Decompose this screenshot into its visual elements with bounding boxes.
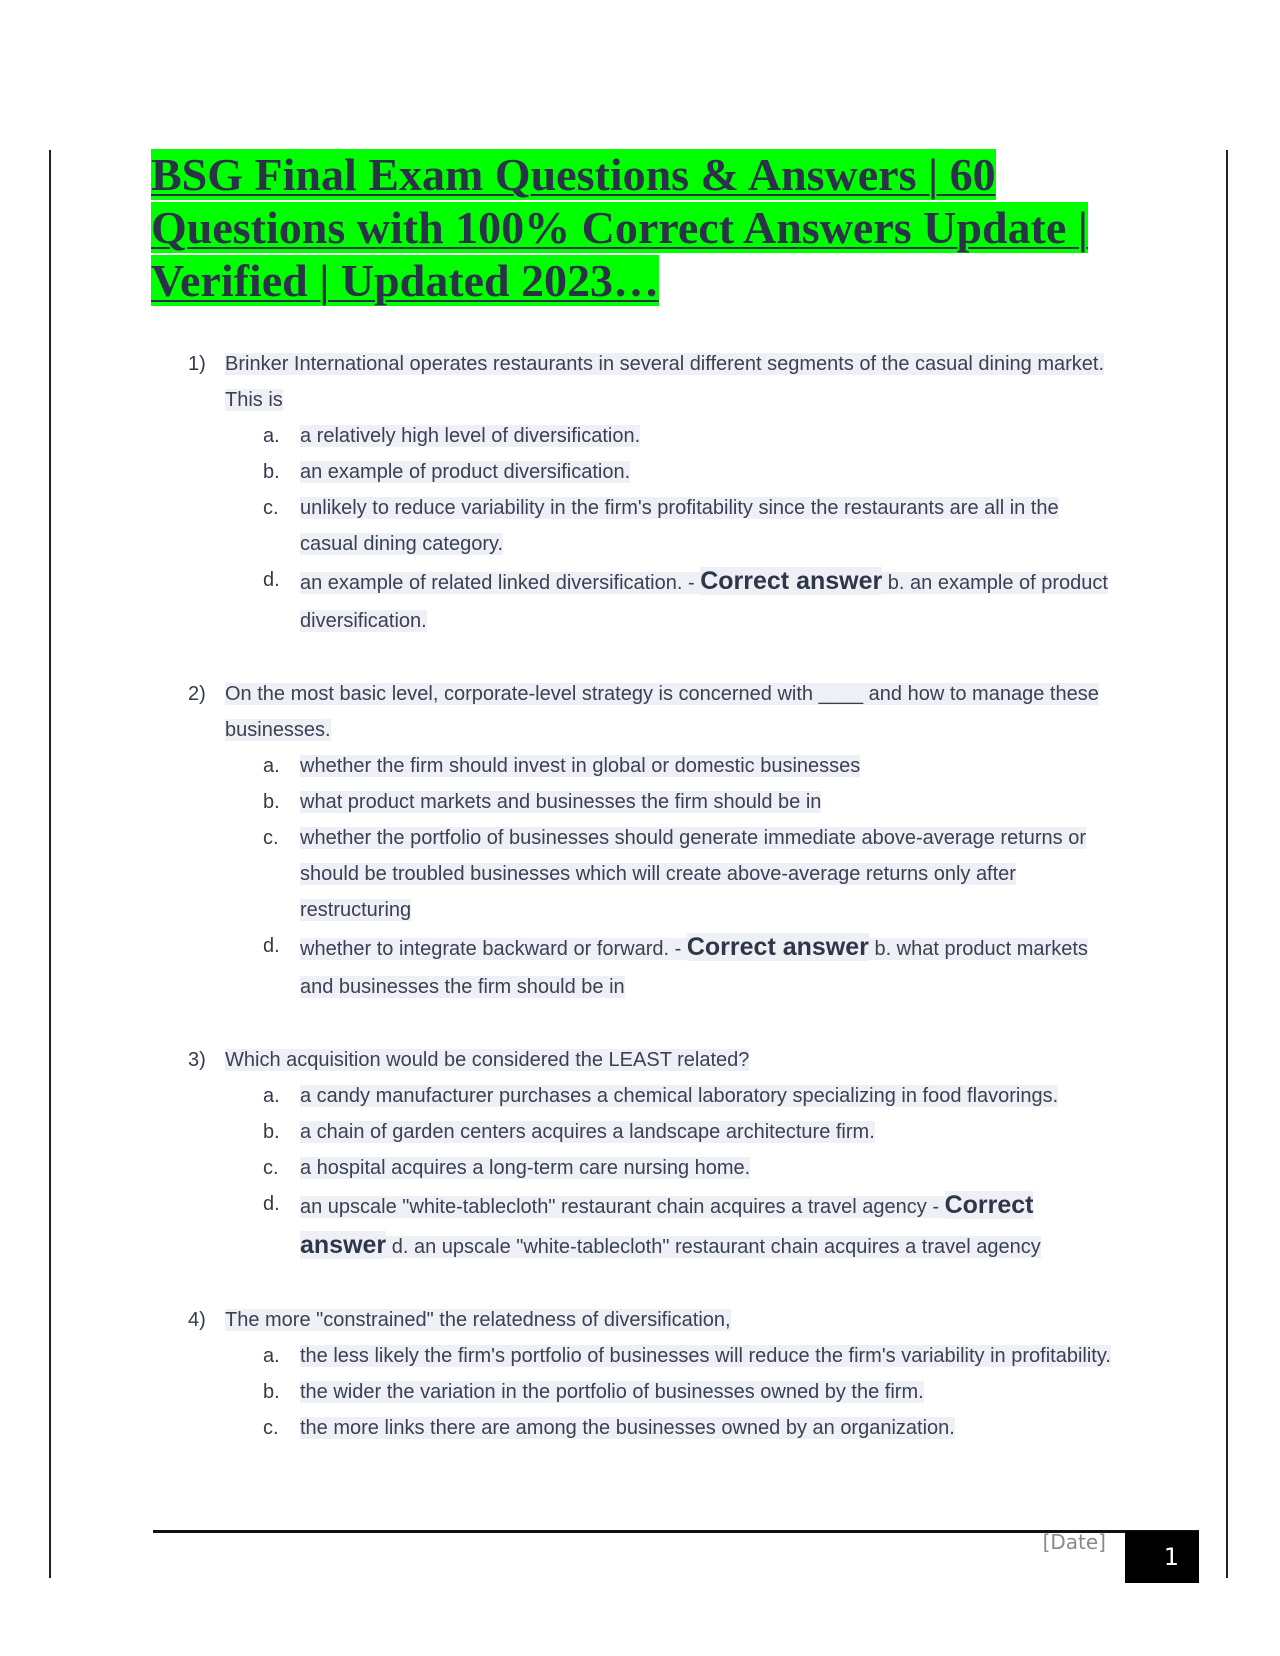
choice-text: the more links there are among the businesses owned by an organization. (300, 1417, 955, 1439)
choice-text: a chain of garden centers acquires a landscape architecture firm. (300, 1121, 875, 1143)
choice-text: a hospital acquires a long-term care nursing home. (300, 1157, 751, 1179)
choice-text: unlikely to reduce variability in the firm's profitability since the restaurants are all in the casual dining category. (300, 497, 1059, 555)
correct-answer-text: b. an example of product diversification. (300, 572, 1108, 632)
choice-text: a candy manufacturer purchases a chemical laboratory specializing in food flavorings. (300, 1085, 1059, 1107)
choice-text: the less likely the firm's portfolio of businesses will reduce the firm's variability in profitability. (300, 1345, 1111, 1367)
choice-text: whether the firm should invest in global or domestic businesses (300, 755, 861, 777)
choice-d (0, 928, 1280, 1006)
choice-letter: b. (263, 1121, 280, 1143)
choice-letter: b. (263, 791, 280, 813)
choice-list (0, 418, 1280, 640)
choice-b (0, 454, 1280, 490)
question-number: 4) (188, 1309, 206, 1331)
choice-b (0, 1114, 1280, 1150)
choice-text: whether the portfolio of businesses should generate immediate above-average returns or should be troubled businesses which will create above-average returns only after restructuring (300, 827, 1087, 921)
footer-date[interactable]: [Date] (1042, 1530, 1106, 1554)
choice-list (0, 1078, 1280, 1266)
choice-b (0, 784, 1280, 820)
choice-letter: a. (263, 1085, 280, 1107)
choice-letter: c. (263, 1417, 279, 1439)
choice-text: the wider the variation in the portfolio of businesses owned by the firm. (300, 1381, 924, 1403)
question-text: Brinker International operates restaurants in several different segments of the casual dining market. This is (225, 353, 1104, 411)
choice-d (0, 1186, 1280, 1266)
choice-letter: d. (263, 935, 280, 957)
choice-c (0, 1150, 1280, 1186)
correct-answer-label: Correct answer (700, 567, 883, 595)
question-text: The more "constrained" the relatedness of diversification, (225, 1309, 731, 1331)
question-number: 3) (188, 1049, 206, 1071)
question-number: 1) (188, 353, 206, 375)
choice-letter: a. (263, 425, 280, 447)
choice-letter: a. (263, 1345, 280, 1367)
correct-answer-label: Correct answer (686, 933, 869, 961)
choice-d (0, 562, 1280, 640)
correct-answer-text: b. what product markets and businesses the firm should be in (300, 938, 1088, 998)
choice-letter: c. (263, 497, 279, 519)
choice-letter: b. (263, 461, 280, 483)
choice-c (0, 1410, 1280, 1446)
choice-text: what product markets and businesses the firm should be in (300, 791, 822, 813)
choice-text: whether to integrate backward or forward. - (300, 938, 687, 960)
choice-a (0, 1338, 1280, 1374)
question-list (0, 346, 1280, 1482)
question-2 (0, 676, 1280, 1006)
document-title (151, 148, 1151, 307)
title-line-2: Questions with 100% Correct Answers Update | (151, 202, 1088, 253)
choice-a (0, 748, 1280, 784)
choice-a (0, 418, 1280, 454)
choice-letter: d. (263, 1193, 280, 1215)
choice-letter: c. (263, 1157, 279, 1179)
question-text: On the most basic level, corporate-level strategy is concerned with ____ and how to manage these businesses. (225, 683, 1099, 741)
question-3 (0, 1042, 1280, 1266)
choice-text: an upscale "white-tablecloth" restaurant chain acquires a travel agency - (300, 1196, 945, 1218)
question-4 (0, 1302, 1280, 1446)
choice-c (0, 490, 1280, 562)
choice-text: a relatively high level of diversification. (300, 425, 641, 447)
title-line-1: BSG Final Exam Questions & Answers | 60 (151, 149, 996, 200)
question-text: Which acquisition would be considered the LEAST related? (225, 1049, 750, 1071)
choice-text: an example of product diversification. (300, 461, 631, 483)
choice-a (0, 1078, 1280, 1114)
question-1 (0, 346, 1280, 640)
choice-letter: c. (263, 827, 279, 849)
choice-text: an example of related linked diversification. - (300, 572, 701, 594)
correct-answer-label: Correct answer (300, 1191, 1034, 1259)
choice-letter: a. (263, 755, 280, 777)
choice-b (0, 1374, 1280, 1410)
title-line-3: Verified | Updated 2023… (151, 255, 660, 306)
page-number: 1 (1125, 1531, 1199, 1583)
choice-letter: b. (263, 1381, 280, 1403)
choice-letter: d. (263, 569, 280, 591)
question-number: 2) (188, 683, 206, 705)
choice-list (0, 1338, 1280, 1446)
choice-list (0, 748, 1280, 1006)
choice-c (0, 820, 1280, 928)
correct-answer-text: d. an upscale "white-tablecloth" restaurant chain acquires a travel agency (386, 1236, 1041, 1258)
